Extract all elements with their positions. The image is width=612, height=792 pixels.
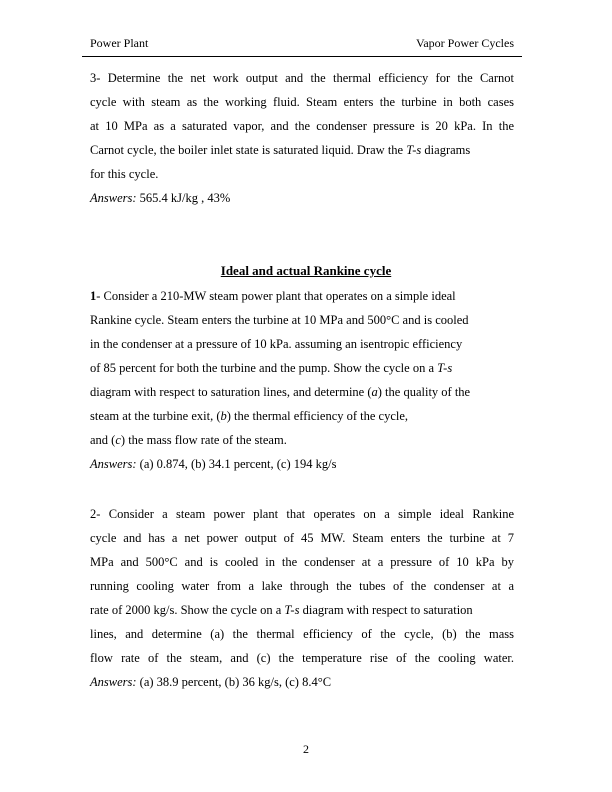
header-left: Power Plant bbox=[90, 36, 149, 50]
header-right: Vapor Power Cycles bbox=[416, 36, 514, 50]
problem-2-line-5-b: diagram with respect to saturation bbox=[299, 603, 473, 617]
problem-2-line-2: cycle and has a net power output of 45 MW. Steam enters the turbine at 7 bbox=[90, 531, 514, 545]
problem-1-line-6 bbox=[90, 404, 514, 428]
problem-1-number: 1 bbox=[90, 289, 97, 303]
problem-1-ts: T-s bbox=[437, 361, 453, 375]
problem-2-line-3: MPa and 500°C and is cooled in the condenser at a pressure of 10 kPa by bbox=[90, 555, 514, 569]
problem-1-line-7 bbox=[90, 428, 514, 452]
problem-2-line-5-a: rate of 2000 kg/s. Show the cycle on a bbox=[90, 603, 285, 617]
problem-3-line-3: at 10 MPa as a saturated vapor, and the condenser pressure is 20 kPa. In the bbox=[90, 119, 514, 133]
answers-label: Answers: bbox=[90, 191, 137, 205]
part-c-label: c bbox=[115, 433, 121, 447]
problem-1-line-4 bbox=[90, 356, 514, 380]
problem-2-ts: T-s bbox=[284, 603, 300, 617]
problem-1-line-4-text: of 85 percent for both the turbine and the pump. Show the cycle on a bbox=[90, 361, 438, 375]
problem-2-line-4: running cooling water from a lake through the tubes of the condenser at a bbox=[90, 579, 514, 593]
answers-value: 565.4 kJ/kg , 43% bbox=[136, 191, 231, 205]
section-title: Ideal and actual Rankine cycle bbox=[220, 263, 392, 278]
part-a-label: a bbox=[371, 385, 378, 399]
problem-2-line-5 bbox=[90, 598, 514, 622]
part-b-label: b bbox=[220, 409, 227, 423]
problem-2-answers bbox=[90, 670, 514, 694]
diagrams-word: diagrams bbox=[421, 143, 471, 157]
page-number: 2 bbox=[303, 742, 309, 756]
problem-1-line-5 bbox=[90, 380, 514, 404]
problem-1-line-1-text: - Consider a 210-MW steam power plant that operates on a simple ideal bbox=[96, 289, 456, 303]
problem-3-answers bbox=[90, 186, 514, 210]
problem-1-line-1 bbox=[90, 284, 514, 308]
problem-2-line-1: 2- Consider a steam power plant that operates on a simple ideal Rankine bbox=[90, 507, 514, 521]
problem-1-line-6-b: ) the thermal efficiency of the cycle, bbox=[226, 409, 409, 423]
problem-1-line-7-b: ) the mass flow rate of the steam. bbox=[120, 433, 287, 447]
problem-1-line-2: Rankine cycle. Steam enters the turbine at 10 MPa and 500°C and is cooled bbox=[90, 313, 469, 327]
answers-label: Answers: bbox=[90, 457, 137, 471]
problem-2-line-6: lines, and determine (a) the thermal efficiency of the cycle, (b) the mass bbox=[90, 627, 514, 641]
problem-3-line-5: for this cycle. bbox=[90, 167, 159, 181]
problem-2 bbox=[90, 502, 514, 694]
answer-a: (a) 0.874, bbox=[136, 457, 192, 471]
problem-1-line-3: in the condenser at a pressure of 10 kPa. assuming an isentropic efficiency bbox=[90, 337, 463, 351]
answer-b: (b) 34.1 percent, bbox=[191, 457, 277, 471]
problem-3-line-4 bbox=[90, 138, 514, 162]
problem-1-line-6-a: steam at the turbine exit, ( bbox=[90, 409, 221, 423]
problem-1-line-5-a: diagram with respect to saturation lines, and determine ( bbox=[90, 385, 372, 399]
answers-label: Answers: bbox=[90, 675, 137, 689]
answers-value: (a) 38.9 percent, (b) 36 kg/s, (c) 8.4°C bbox=[136, 675, 332, 689]
problem-1-answers bbox=[90, 452, 514, 476]
problem-3-line-1: 3- Determine the net work output and the thermal efficiency for the Carnot bbox=[90, 71, 514, 85]
header-rule bbox=[82, 56, 522, 57]
ts-label: T-s bbox=[406, 143, 422, 157]
problem-3-line-4-text: Carnot cycle, the boiler inlet state is saturated liquid. Draw the bbox=[90, 143, 407, 157]
problem-2-line-7: flow rate of the steam, and (c) the temperature rise of the cooling water. bbox=[90, 651, 514, 665]
answer-c: (c) 194 kg/s bbox=[276, 457, 337, 471]
problem-3 bbox=[90, 66, 514, 210]
problem-3-line-2: cycle with steam as the working fluid. Steam enters the turbine in both cases bbox=[90, 95, 514, 109]
problem-1-line-5-b: ) the quality of the bbox=[377, 385, 471, 399]
problem-1-line-7-a: and ( bbox=[90, 433, 116, 447]
problem-1 bbox=[90, 284, 514, 476]
